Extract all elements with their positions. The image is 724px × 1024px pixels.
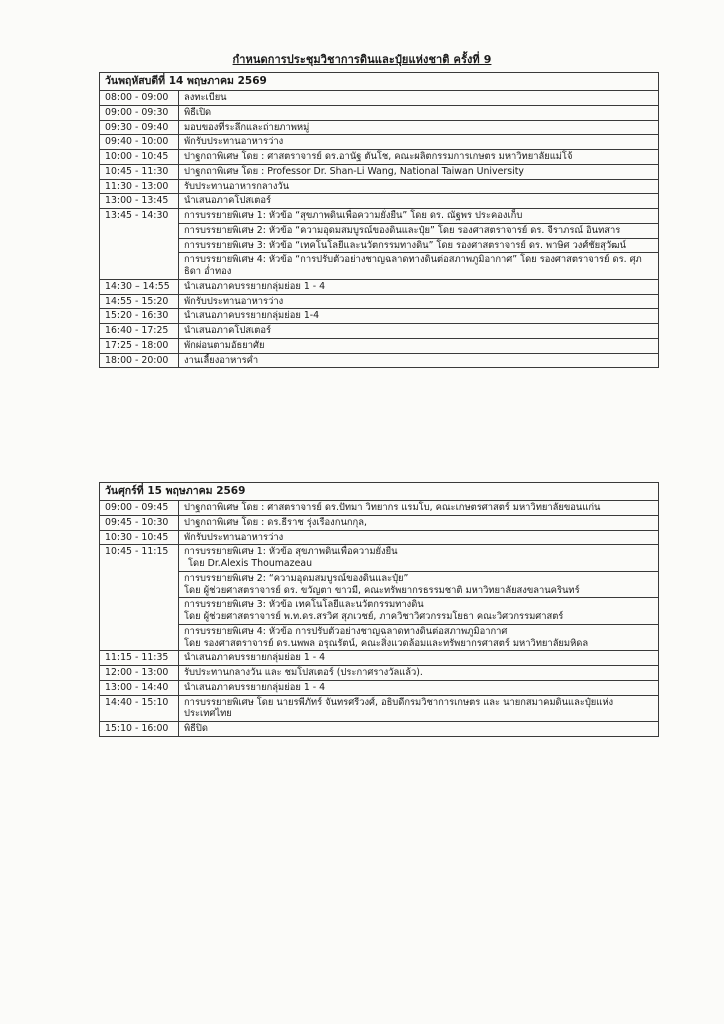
day2-schedule-table	[99, 482, 659, 737]
time-cell: 09:30 - 09:40	[100, 120, 179, 135]
activity-cell: นำเสนอภาคบรรยายกลุ่มย่อย 1-4	[179, 309, 659, 324]
activity-cell: ปาฐกถาพิเศษ โดย : ศาสตราจารย์ ดร.ปัทมา วิทยากร แรมโบ, คณะเกษตรศาสตร์ มหาวิทยาลัยขอนแก่น	[179, 501, 659, 516]
time-cell: 08:00 - 09:00	[100, 91, 179, 106]
table-row	[100, 164, 659, 179]
lecture-title: การบรรยายพิเศษ 4: หัวข้อ การปรับตัวอย่างชาญฉลาดทางดินต่อสภาพภูมิอากาศ	[184, 625, 508, 637]
lecture-speaker: โดย ผู้ช่วยศาสตราจารย์ ดร. ขวัญตา ขาวมี, คณะทรัพยากรธรรมชาติ มหาวิทยาลัยสงขลานครินทร์	[184, 584, 580, 596]
activity-cell: ปาฐกถาพิเศษ โดย : ศาสตราจารย์ ดร.อานัฐ ตันโช, คณะผลิตกรรมการเกษตร มหาวิทยาลัยแม่โจ้	[179, 150, 659, 165]
table-row	[100, 515, 659, 530]
table-row	[100, 150, 659, 165]
table-row	[100, 651, 659, 666]
activity-cell: พักผ่อนตามอัธยาศัย	[179, 338, 659, 353]
table-row	[100, 338, 659, 353]
time-cell: 10:45 - 11:30	[100, 164, 179, 179]
table-row	[100, 501, 659, 516]
time-cell: 14:30 – 14:55	[100, 279, 179, 294]
activity-cell: นำเสนอภาคบรรยายกลุ่มย่อย 1 - 4	[179, 651, 659, 666]
table-row	[100, 135, 659, 150]
lecture-speaker: โดย Dr.Alexis Thoumazeau	[188, 558, 313, 570]
table-row	[100, 324, 659, 339]
table-row	[100, 294, 659, 309]
activity-cell: พักรับประทานอาหารว่าง	[179, 135, 659, 150]
table-row	[100, 695, 659, 722]
table-row	[100, 598, 659, 625]
time-cell: 10:00 - 10:45	[100, 150, 179, 165]
lecture-cell: การบรรยายพิเศษ 1: หัวข้อ “สุขภาพดินเพื่อความยั่งยืน” โดย ดร. ณัฐพร ประคองเก็บ	[179, 209, 659, 224]
table-row	[100, 666, 659, 681]
lecture-speaker: โดย รองศาสตราจารย์ ดร.นพพล อรุณรัตน์, คณะสิ่งแวดล้อมและทรัพยากรศาสตร์ มหาวิทยาลัยมหิดล	[184, 637, 589, 649]
table-row	[100, 223, 659, 238]
table-row	[100, 238, 659, 253]
activity-cell: นำเสนอภาคบรรยายกลุ่มย่อย 1 - 4	[179, 680, 659, 695]
time-cell: 15:10 - 16:00	[100, 722, 179, 737]
table-row	[100, 179, 659, 194]
activity-cell: ปาฐกถาพิเศษ โดย : Professor Dr. Shan-Li Wang, National Taiwan University	[179, 164, 659, 179]
table-row	[100, 353, 659, 368]
lecture-title: การบรรยายพิเศษ 3: หัวข้อ เทคโนโลยีและนวัตกรรมทางดิน	[184, 599, 424, 611]
activity-cell: ลงทะเบียน	[179, 91, 659, 106]
time-cell: 13:00 - 13:45	[100, 194, 179, 209]
time-cell: 09:00 - 09:30	[100, 105, 179, 120]
table-row	[100, 309, 659, 324]
table-row	[100, 253, 659, 280]
table-row	[100, 530, 659, 545]
time-cell: 12:00 - 13:00	[100, 666, 179, 681]
table-row	[100, 624, 659, 651]
table-row	[100, 120, 659, 135]
lecture-title: การบรรยายพิเศษ 1: หัวข้อ สุขภาพดินเพื่อความยั่งยืน	[184, 546, 398, 558]
lecture-speaker: โดย ผู้ช่วยศาสตราจารย์ พ.ท.ดร.สรวิศ สุภเวชย์, ภาควิชาวิศวกรรมโยธา คณะวิศวกรรมศาสตร์	[184, 611, 564, 623]
time-cell: 09:40 - 10:00	[100, 135, 179, 150]
activity-cell: พักรับประทานอาหารว่าง	[179, 294, 659, 309]
lecture-cell: การบรรยายพิเศษ 3: หัวข้อ “เทคโนโลยีและนวัตกรรมทางดิน” โดย รองศาสตราจารย์ ดร. พาษิศ วงศ์ชัยสุวัฒน์	[179, 238, 659, 253]
activity-cell: นำเสนอภาคโปสเตอร์	[179, 194, 659, 209]
lecture-cell: การบรรยายพิเศษ 2: หัวข้อ “ความอุดมสมบูรณ์ของดินและปุ๋ย” โดย รองศาสตราจารย์ ดร. จีราภรณ์ อินทสาร	[179, 223, 659, 238]
lecture-cell	[179, 545, 659, 572]
table-row	[100, 209, 659, 224]
time-cell: 09:00 - 09:45	[100, 501, 179, 516]
table-row	[100, 279, 659, 294]
time-cell: 10:30 - 10:45	[100, 530, 179, 545]
table-row	[100, 722, 659, 737]
day2-header-row	[100, 483, 659, 501]
activity-cell: มอบของที่ระลึกและถ่ายภาพหมู่	[179, 120, 659, 135]
activity-cell: งานเลี้ยงอาหารค่ำ	[179, 353, 659, 368]
activity-cell: พิธีเปิด	[179, 105, 659, 120]
time-cell: 11:30 - 13:00	[100, 179, 179, 194]
lecture-cell	[179, 598, 659, 625]
lecture-title: การบรรยายพิเศษ 2: “ความอุดมสมบูรณ์ของดินและปุ๋ย”	[184, 572, 409, 584]
time-cell: 18:00 - 20:00	[100, 353, 179, 368]
page-title: กำหนดการประชุมวิชาการดินและปุ๋ยแห่งชาติ ครั้งที่ 9	[232, 53, 492, 66]
table-row	[100, 194, 659, 209]
activity-cell: พิธีปิด	[179, 722, 659, 737]
activity-cell: การบรรยายพิเศษ โดย นายรพีภัทร์ จันทรศรีวงศ์, อธิบดีกรมวิชาการเกษตร และ นายกสมาคมดินและปุ๋ยแห่งประเทศไทย	[179, 695, 659, 722]
activity-cell: ปาฐกถาพิเศษ โดย : ดร.ธีราช รุ่งเรืองกนกกุล,	[179, 515, 659, 530]
lecture-cell: การบรรยายพิเศษ 4: หัวข้อ “การปรับตัวอย่างชาญฉลาดทางดินต่อสภาพภูมิอากาศ” โดย รองศาสตราจารย์ ดร. ศุภธิดา อ่ำทอง	[179, 253, 659, 280]
lecture-cell	[179, 571, 659, 598]
lecture-cell	[179, 624, 659, 651]
time-cell: 11:15 - 11:35	[100, 651, 179, 666]
time-cell: 13:00 - 14:40	[100, 680, 179, 695]
day1-header-row	[100, 73, 659, 91]
time-cell: 15:20 - 16:30	[100, 309, 179, 324]
time-cell: 09:45 - 10:30	[100, 515, 179, 530]
time-cell: 10:45 - 11:15	[100, 545, 179, 651]
activity-cell: พักรับประทานอาหารว่าง	[179, 530, 659, 545]
time-cell: 17:25 - 18:00	[100, 338, 179, 353]
table-row	[100, 545, 659, 572]
table-row	[100, 105, 659, 120]
table-row	[100, 571, 659, 598]
day1-schedule-table	[99, 72, 659, 368]
activity-cell: นำเสนอภาคบรรยายกลุ่มย่อย 1 - 4	[179, 279, 659, 294]
table-row	[100, 680, 659, 695]
time-cell: 14:40 - 15:10	[100, 695, 179, 722]
time-cell: 13:45 - 14:30	[100, 209, 179, 280]
day2-header: วันศุกร์ที่ 15 พฤษภาคม 2569	[100, 483, 659, 501]
time-cell: 16:40 - 17:25	[100, 324, 179, 339]
time-cell: 14:55 - 15:20	[100, 294, 179, 309]
activity-cell: รับประทานอาหารกลางวัน	[179, 179, 659, 194]
activity-cell: นำเสนอภาคโปสเตอร์	[179, 324, 659, 339]
day1-header: วันพฤหัสบดีที่ 14 พฤษภาคม 2569	[100, 73, 659, 91]
activity-cell: รับประทานกลางวัน และ ชมโปสเตอร์ (ประกาศรางวัลแล้ว).	[179, 666, 659, 681]
table-row	[100, 91, 659, 106]
